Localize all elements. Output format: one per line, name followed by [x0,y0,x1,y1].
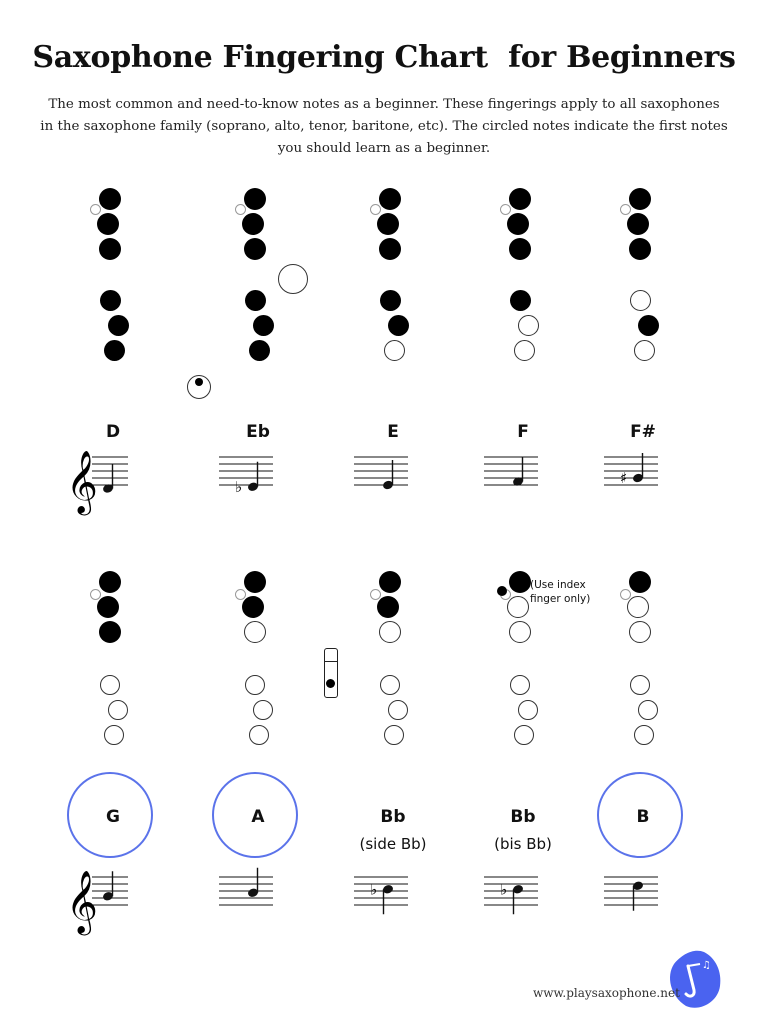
upper-key-1 [629,188,651,210]
low-c-dot [195,378,203,386]
lower-key-1 [245,675,265,695]
lower-key-2 [388,700,408,720]
note-name: Bb [510,807,536,827]
index-finger-note: (Use index finger only) [530,579,591,605]
lower-key-1 [510,290,531,311]
note-cell-row2-4 [458,565,588,899]
svg-text:♫: ♫ [702,960,711,971]
lower-key-3 [514,725,534,745]
staff-e [346,442,436,522]
low-eb-key [278,264,308,294]
note-cell-row2-2 [193,565,323,885]
staff-a-1 [211,862,301,942]
staff-f# [596,442,686,522]
upper-key-1 [244,571,266,593]
lower-key-3 [384,725,404,745]
side-key [370,204,381,215]
note-name: D [105,422,121,442]
upper-key-2 [627,213,649,235]
lower-key-1 [100,290,121,311]
lower-key-2 [388,315,409,336]
lower-key-3 [384,340,405,361]
treble-clef-icon: 𝄞 [66,870,98,933]
note-name: G [106,807,120,827]
note-name: B [636,807,650,827]
upper-key-1 [509,188,531,210]
staff-b-4 [596,862,686,942]
upper-key-1 [509,571,531,593]
upper-key-1 [244,188,266,210]
lower-key-2 [253,315,274,336]
side-bb-line [325,661,337,662]
side-bb-dot [326,679,335,688]
upper-key-2 [242,596,264,618]
side-key [620,204,631,215]
bis-key [497,586,507,596]
upper-key-3 [379,238,401,260]
note-subtitle: (bis Bb) [494,835,552,853]
upper-key-1 [99,571,121,593]
upper-key-2 [507,213,529,235]
upper-key-2 [377,213,399,235]
note-subtitle: (side Bb) [359,835,427,853]
lower-key-1 [630,675,650,695]
upper-key-3 [244,238,266,260]
upper-key-1 [629,571,651,593]
note-name: A [251,807,265,827]
note-cell-row1-1 [48,180,178,513]
upper-key-2 [242,213,264,235]
upper-key-1 [99,188,121,210]
staff-g-0 [66,862,156,942]
lower-key-3 [104,725,124,745]
flat-sign: ♭ [500,880,508,899]
upper-key-3 [99,621,121,643]
sharp-sign: ♯ [620,469,628,487]
treble-clef-icon: 𝄞 [66,450,98,513]
lower-key-2 [638,700,658,720]
note-cell-row1-2 [193,180,323,500]
lower-key-1 [380,290,401,311]
page-title: Saxophone Fingering Chart for Beginners [32,40,736,75]
lower-key-3 [514,340,535,361]
upper-key-3 [509,238,531,260]
note-cell-row1-5 [578,180,708,500]
side-key [235,204,246,215]
note-name: Eb [246,422,270,442]
note-name: Bb [380,807,406,827]
lower-key-1 [630,290,651,311]
side-key [90,204,101,215]
page-subtitle: The most common and need-to-know notes as a beginner. These fingerings apply to all saxophones in the saxophone family (soprano, alto, tenor, baritone, etc). The circled notes indicate the first notes you should learn as a beginner. [40,97,728,156]
lower-key-2 [108,700,128,720]
lower-key-2 [518,700,538,720]
lower-key-2 [638,315,659,336]
staff-bb-3 [476,862,566,942]
upper-key-3 [244,621,266,643]
note-cell-row2-3 [328,565,458,899]
upper-key-3 [379,621,401,643]
flat-sign: ♭ [235,477,243,496]
lower-key-3 [634,340,655,361]
note-cell-row1-4 [458,180,588,500]
upper-key-2 [97,213,119,235]
saxophone-logo-icon [664,946,724,1012]
lower-key-1 [245,290,266,311]
lower-key-2 [108,315,129,336]
staff-eb [211,442,301,522]
side-bb-key [324,648,338,698]
upper-key-3 [99,238,121,260]
lower-key-3 [634,725,654,745]
upper-key-2 [507,596,529,618]
upper-key-3 [629,238,651,260]
upper-key-2 [627,596,649,618]
upper-key-3 [629,621,651,643]
lower-key-1 [100,675,120,695]
note-name: E [387,422,399,442]
lower-key-2 [518,315,539,336]
note-name: F [517,422,529,442]
staff-d [66,442,156,522]
footer-url: www.playsaxophone.net [533,986,680,1000]
lower-key-3 [249,340,270,361]
staff-f [476,442,566,522]
note-cell-row1-3 [328,180,458,500]
lower-key-3 [249,725,269,745]
upper-key-1 [379,571,401,593]
lower-key-1 [380,675,400,695]
flat-sign: ♭ [370,880,378,899]
note-name: F# [630,422,656,442]
upper-key-2 [97,596,119,618]
note-cell-row2-1 [48,565,178,933]
upper-key-1 [379,188,401,210]
upper-key-3 [509,621,531,643]
note-cell-row2-5 [578,565,708,885]
lower-key-1 [510,675,530,695]
lower-key-3 [104,340,125,361]
staff-bb-2 [346,862,436,942]
lower-key-2 [253,700,273,720]
upper-key-2 [377,596,399,618]
side-key [500,204,511,215]
